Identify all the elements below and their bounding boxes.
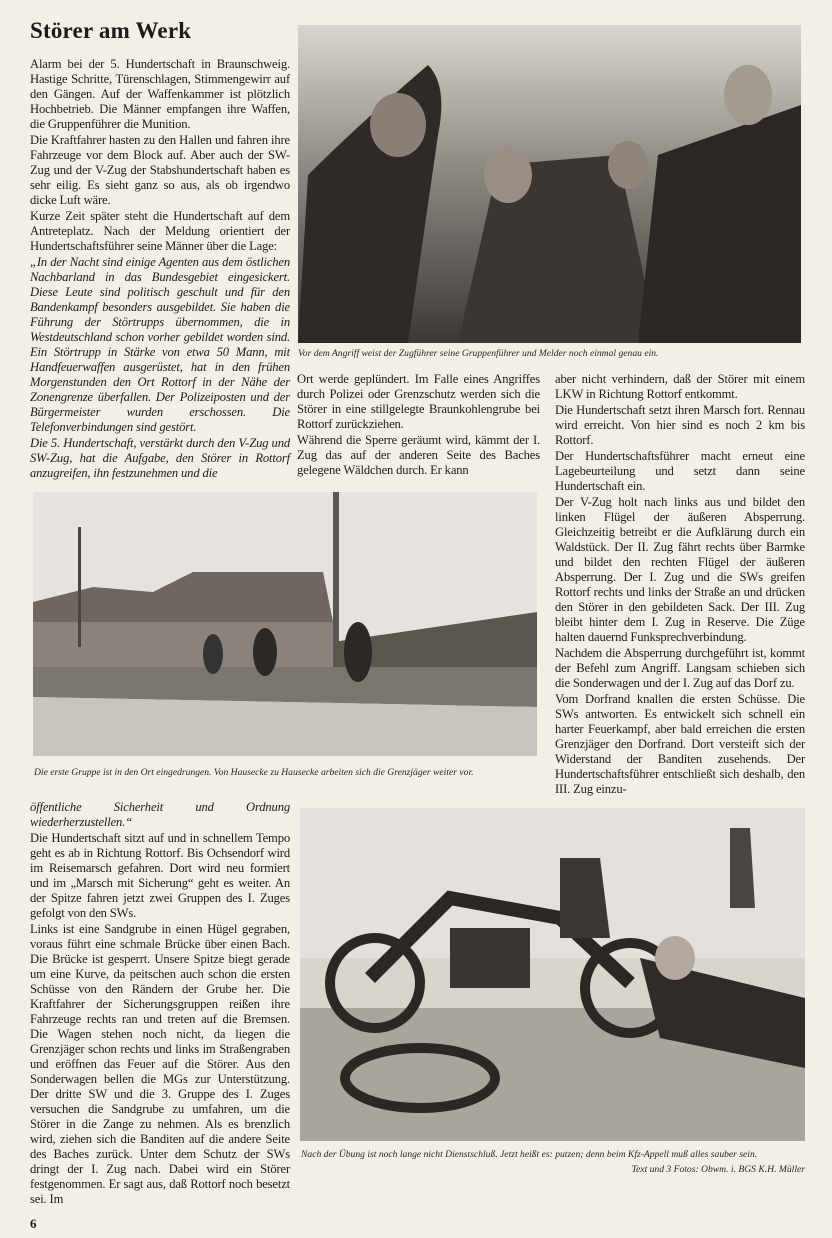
paragraph: Vom Dorfrand knallen die ersten Schüsse. Die SWs antworten. Es entwickelt sich schnell ein harter Feuerkampf, aber bald erreichen die ersten Grenzjäger den Dorfrand. Dort versteift sich der Widerstand der Banditen zusehends. Der Hundertschaftsführer entschließt sich deshalb, den III. Zug einzu- <box>555 692 805 796</box>
text-column-3 <box>555 372 805 798</box>
article-title: Störer am Werk <box>30 18 192 43</box>
paragraph: Links ist eine Sandgrube in einen Hügel gegraben, voraus führt eine schmale Brücke über einen Bach. Die Brücke ist gesperrt. Unsere Spitze biegt gerade um eine Kurve, da peitschen auch schon die ersten Schüsse von den Rändern der Grube her. Die Kraftfahrer der Sicherungsgruppen reißen ihre Fahrzeuge rechts ran und treten auf die Bremsen. Die Wagen stehen noch nicht, da liegen die Grenzjäger schon rechts und links im Straßengraben und eröffnen das Feuer auf die Störer. Aus den Sonderwagen bellen die MGs zur Unterstützung. Der dritte SW und die 3. Gruppe des I. Zuges versuchen die Sandgrube zu umfahren, um die Störer in die Zange zu nehmen. Als es brenzlich wird, ziehen sich die Banditen auf die andere Seite des Baches zurück. Unter dem Schutz der SWs dringt der I. Zug nach. Dabei wird ein Störer festgenommen. Er sagt aus, daß Rottorf noch besetzt sei. Im <box>30 922 290 1206</box>
paragraph: Während die Sperre geräumt wird, kämmt der I. Zug das auf der anderen Seite des Baches gelegene Wäldchen durch. Er kann <box>297 433 540 477</box>
paragraph: Die 5. Hundertschaft, verstärkt durch den V-Zug und SW-Zug, hat die Aufgabe, den Störer in Rottorf anzugreifen, ihn festzunehmen und die <box>30 436 290 480</box>
photo-briefing <box>298 25 801 343</box>
photo-village-advance <box>33 492 537 756</box>
photo-motorcycle-cleaning <box>300 808 805 1141</box>
paragraph: Der Hundertschaftsführer macht erneut eine Lagebeurteilung und setzt dann seine Hundertschaft ein. <box>555 449 805 493</box>
paragraph: „In der Nacht sind einige Agenten aus dem östlichen Nachbarland in das Bundesgebiet eingesickert. Diese Leute sind politisch geschult und für den Bandenkampf besonders ausgebildet. Sie haben die Führung der Störtrupps übernommen, die in Westdeutschland schon vorher gebildet worden sind. Ein Störtrupp in Stärke von etwa 50 Mann, mit Handfeuerwaffen ausgerüstet, hat in den frühen Morgenstunden den Ort Rottorf in der Nähe der Zonengrenze überfallen. Der Polizeiposten und der Bürgermeister wurden erschossen. Die Telefonverbindungen sind gestört. <box>30 255 290 434</box>
text-column-2 <box>297 372 540 479</box>
photo-credit: Text und 3 Fotos: Obwm. i. BGS K.H. Müller <box>631 1164 805 1175</box>
page-number: 6 <box>30 1216 37 1231</box>
paragraph: Ort werde geplündert. Im Falle eines Angriffes durch Polizei oder Grenzschutz werden sich die Störer in eine stillgelegte Braunkohlengrube bei Rottorf zurückziehen. <box>297 372 540 431</box>
paragraph: Alarm bei der 5. Hundertschaft in Braunschweig. Hastige Schritte, Türenschlagen, Stimmengewirr auf den Gängen. Auf der Waffenkammer ist plötzlich Hochbetrieb. Die Männer empfangen ihre Waffen, die Gruppenführer die Munition. <box>30 57 290 131</box>
paragraph: Die Kraftfahrer hasten zu den Hallen und fahren ihre Fahrzeuge vor dem Block auf. Aber auch der SW-Zug und der V-Zug der Stabshundertschaft haben es sehr eilig. Es sieht ganz so aus, als ob irgendwo dicke Luft wäre. <box>30 133 290 207</box>
text-column-4 <box>30 800 290 1208</box>
photo-briefing-caption: Vor dem Angriff weist der Zugführer seine Gruppenführer und Melder noch einmal genau ein. <box>298 348 659 359</box>
text-column-1 <box>30 57 290 482</box>
paragraph: Die Hundertschaft sitzt auf und in schnellem Tempo geht es ab in Richtung Rottorf. Bis Ochsendorf wird im Reisemarsch gefahren. Dort wird neu formiert und im „Marsch mit Sicherung“ geht es weiter. An der Spitze fahren jetzt zwei Gruppen des I. Zuges gefolgt von den SWs. <box>30 831 290 920</box>
paragraph: Die Hundertschaft setzt ihren Marsch fort. Rennau wird erreicht. Von hier sind es noch 2 km bis Rottorf. <box>555 403 805 447</box>
paragraph: Kurze Zeit später steht die Hundertschaft auf dem Antreteplatz. Nach der Meldung orientiert der Hundertschaftsführer seine Männer über die Lage: <box>30 209 290 253</box>
photo-motorcycle-caption: Nach der Übung ist noch lange nicht Dienstschluß. Jetzt heißt es: putzen; denn beim Kfz-Appell muß alles sauber sein. <box>301 1149 758 1160</box>
paragraph: öffentliche Sicherheit und Ordnung wiederherzustellen.“ <box>30 800 290 829</box>
paragraph: Der V-Zug holt nach links aus und bildet den linken Flügel der äußeren Absperrung. Gleichzeitig betreibt er die Aufklärung durch ein Waldstück. Der II. Zug fährt rechts über Barmke und bildet den rechten Flügel der äußeren Absperrung. Der I. Zug und die SWs greifen Rottorf rechts und links der Straße an und drücken den Störer in den gebildeten Sack. Der III. Zug bleibt hinter dem I. Zug in Reserve. Die Züge halten dauernd Funksprechverbindung. <box>555 495 805 644</box>
paragraph: Nachdem die Absperrung durchgeführt ist, kommt der Befehl zum Angriff. Langsam schieben sich die Sonderwagen und der I. Zug auf das Dorf zu. <box>555 646 805 690</box>
paragraph: aber nicht verhindern, daß der Störer mit einem LKW in Richtung Rottorf entkommt. <box>555 372 805 401</box>
photo-village-caption: Die erste Gruppe ist in den Ort eingedrungen. Von Hausecke zu Hausecke arbeiten sich die Grenzjäger weiter vor. <box>34 767 474 778</box>
